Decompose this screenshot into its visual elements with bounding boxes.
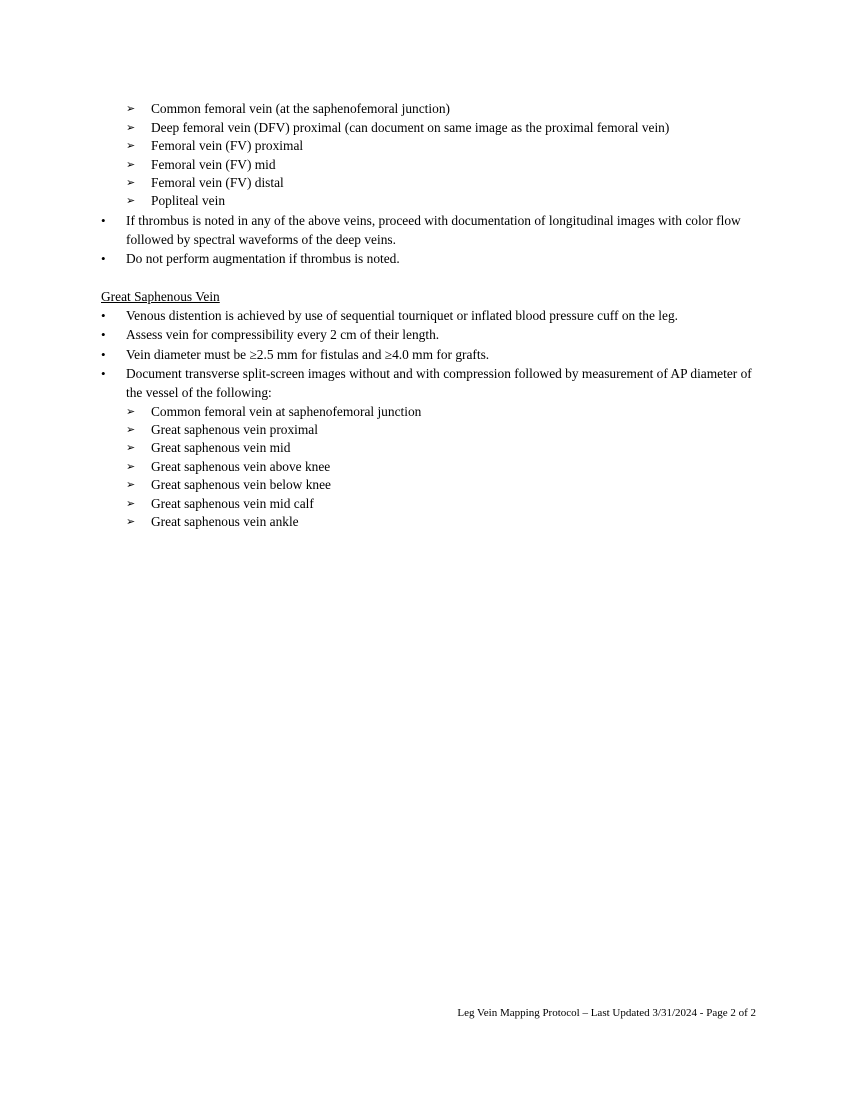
arrow-bullet-icon: ➢ [126, 102, 136, 115]
arrow-bullet-icon: ➢ [126, 176, 136, 189]
bullet-icon: • [101, 213, 106, 228]
bullet-item [101, 212, 761, 249]
list-item-text: Femoral vein (FV) mid [151, 157, 276, 172]
bullet-item [101, 326, 761, 345]
arrow-bullet-icon: ➢ [126, 139, 136, 152]
bullet-text: Do not perform augmentation if thrombus is noted. [126, 251, 400, 266]
section-heading: Great Saphenous Vein [101, 289, 220, 304]
bullet-icon: • [101, 347, 106, 362]
page-footer: Leg Vein Mapping Protocol – Last Updated 3/31/2024 - Page 2 of 2 [457, 1007, 756, 1019]
list-item-text: Great saphenous vein below knee [151, 477, 331, 492]
bullet-text: Vein diameter must be ≥2.5 mm for fistulas and ≥4.0 mm for grafts. [126, 347, 490, 362]
arrow-bullet-icon: ➢ [126, 441, 136, 454]
bullet-icon: • [101, 251, 106, 266]
list-item-text: Great saphenous vein mid [151, 440, 291, 455]
list-item-text: Common femoral vein at saphenofemoral junction [151, 404, 422, 419]
arrow-bullet-icon: ➢ [126, 194, 136, 207]
list-item-text: Great saphenous vein above knee [151, 459, 331, 474]
list-item-text: Deep femoral vein (DFV) proximal (can document on same image as the proximal femoral vein) [151, 120, 670, 135]
bullet-item [101, 346, 761, 365]
bullet-item [101, 250, 761, 269]
bullet-icon: • [101, 308, 106, 323]
bullet-icon: • [101, 366, 106, 381]
arrow-bullet-icon: ➢ [126, 460, 136, 473]
bullet-item [101, 365, 761, 402]
bullet-text: Venous distention is achieved by use of sequential tourniquet or inflated blood pressure cuff on the leg. [126, 308, 678, 323]
bullet-item [101, 307, 761, 326]
list-item-text: Femoral vein (FV) proximal [151, 138, 304, 153]
arrow-bullet-icon: ➢ [126, 515, 136, 528]
arrow-bullet-icon: ➢ [126, 121, 136, 134]
list-item-text: Common femoral vein (at the saphenofemoral junction) [151, 101, 450, 116]
arrow-bullet-icon: ➢ [126, 478, 136, 491]
bullet-text: Assess vein for compressibility every 2 cm of their length. [126, 327, 440, 342]
arrow-bullet-icon: ➢ [126, 158, 136, 171]
bullet-icon: • [101, 327, 106, 342]
list-item-text: Great saphenous vein ankle [151, 514, 299, 529]
arrow-bullet-icon: ➢ [126, 497, 136, 510]
arrow-bullet-icon: ➢ [126, 423, 136, 436]
bullet-text: Document transverse split-screen images without and with compression followed by measurement of AP diameter of the vessel of the following: [126, 366, 752, 400]
bullet-text: If thrombus is noted in any of the above veins, proceed with documentation of longitudinal images with color flow followed by spectral waveforms of the deep veins. [126, 213, 741, 247]
list-item-text: Femoral vein (FV) distal [151, 175, 284, 190]
list-item-text: Great saphenous vein proximal [151, 422, 318, 437]
list-item-text: Great saphenous vein mid calf [151, 496, 314, 511]
list-item-text: Popliteal vein [151, 193, 226, 208]
arrow-bullet-icon: ➢ [126, 405, 136, 418]
